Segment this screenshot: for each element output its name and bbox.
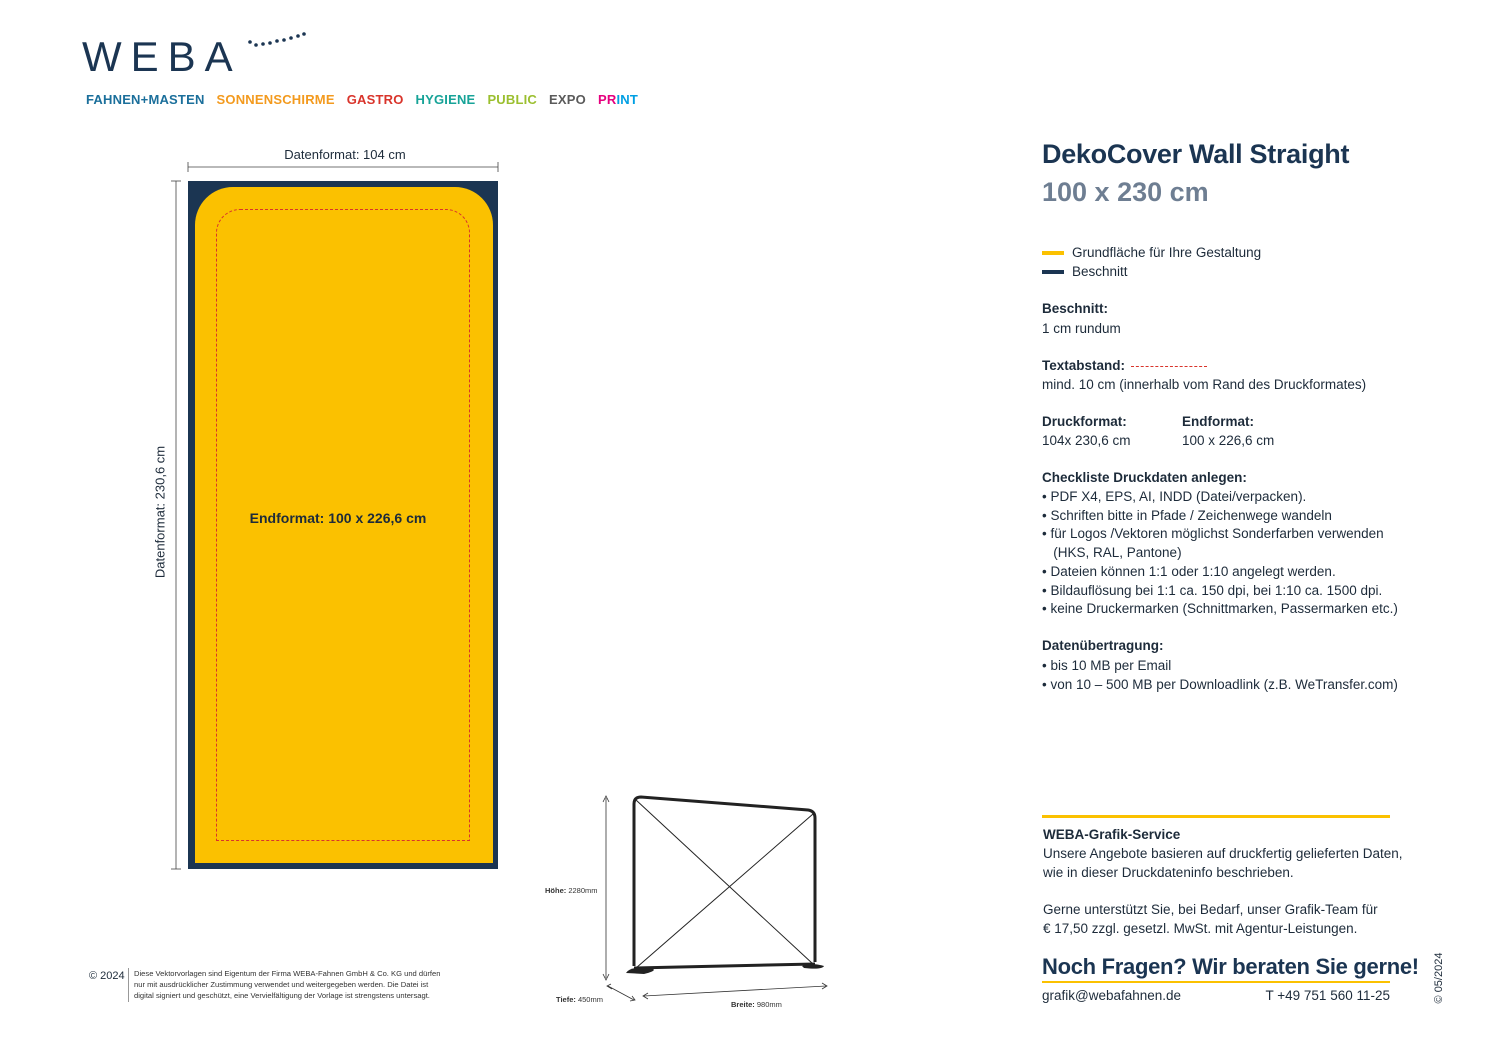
document-date: © 05/2024 — [1433, 952, 1445, 1004]
legend-bleed: Beschnitt — [1042, 264, 1128, 279]
list-item: • Schriften bitte in Pfade / Zeichenwege wandeln — [1042, 507, 1332, 523]
product-size: 100 x 230 cm — [1042, 177, 1209, 207]
contact-headline: Noch Fragen? Wir beraten Sie gerne! — [1042, 954, 1419, 979]
nav-expo[interactable]: EXPO — [549, 92, 586, 107]
list-item: (HKS, RAL, Pantone) — [1042, 545, 1182, 561]
contact-divider — [1042, 981, 1390, 983]
nav-public[interactable]: PUBLIC — [487, 92, 538, 107]
list-item: • für Logos /Vektoren möglichst Sonderfarben verwenden — [1042, 526, 1384, 542]
legend-navy-swatch — [1042, 270, 1064, 274]
width-dimension-label: Datenformat: 104 cm — [284, 147, 406, 162]
stand-width-label: Breite: 980mm — [731, 1000, 782, 1009]
beschnitt-text: 1 cm rundum — [1042, 321, 1121, 336]
service-divider — [1042, 815, 1390, 818]
nav-print[interactable] — [598, 92, 638, 107]
nav-print-part2: INT — [616, 92, 638, 107]
nav-gastro[interactable]: GASTRO — [346, 92, 404, 107]
stand-height-label: Höhe: 2280mm — [545, 886, 598, 895]
contact-email-link[interactable]: grafik@webafahnen.de — [1042, 988, 1182, 1003]
endformat-text: 100 x 226,6 cm — [1182, 433, 1275, 448]
footer-divider — [128, 968, 129, 1002]
list-item: • bis 10 MB per Email — [1042, 658, 1172, 673]
product-title: DekoCover Wall Straight — [1042, 139, 1350, 169]
endformat-label: Endformat: 100 x 226,6 cm — [249, 510, 427, 526]
checklist — [1042, 488, 1398, 619]
list-item: • Bildauflösung bei 1:1 ca. 150 dpi, bei 1:10 ca. 1500 dpi. — [1042, 582, 1383, 598]
service-text: Unsere Angebote basieren auf druckfertig gelieferten Daten, wie in dieser Druckdateninfo beschrieben. Gerne unterstützt Sie, bei Bedarf, unser Grafik-Team für € 17,50 zzgl. gesetzl. MwSt. mit Agentur-Leistungen. — [1043, 846, 1403, 936]
list-item: • keine Druckermarken (Schnittmarken, Passermarken etc.) — [1042, 601, 1398, 617]
nav-print-part1: PR — [597, 92, 617, 107]
druckformat-text: 104x 230,6 cm — [1042, 433, 1131, 448]
stand-depth-label: Tiefe: 450mm — [556, 995, 603, 1004]
safe-line-sample — [1131, 366, 1207, 367]
contact-phone[interactable]: T +49 751 560 11-25 — [1265, 988, 1390, 1003]
service-heading: WEBA-Grafik-Service — [1043, 827, 1181, 842]
textabstand-heading: Textabstand: — [1042, 358, 1207, 373]
list-item: • von 10 – 500 MB per Downloadlink (z.B. WeTransfer.com) — [1042, 676, 1398, 692]
copyright-year: © 2024 — [89, 970, 125, 982]
transfer-list — [1042, 657, 1398, 694]
legend-design-area: Grundfläche für Ihre Gestaltung — [1042, 245, 1261, 260]
height-dimension-label: Datenformat: 230,6 cm — [152, 445, 168, 579]
nav-fahnen-masten[interactable]: FAHNEN+MASTEN — [86, 92, 205, 107]
list-item: • PDF X4, EPS, AI, INDD (Datei/verpacken). — [1042, 489, 1307, 504]
nav-sonnenschirme[interactable]: SONNENSCHIRME — [216, 92, 335, 107]
logo-dots-icon — [244, 30, 308, 52]
druckformat-heading: Druckformat: — [1042, 414, 1127, 429]
nav-hygiene[interactable]: HYGIENE — [415, 92, 476, 107]
textabstand-text: mind. 10 cm (innerhalb vom Rand des Druckformates) — [1042, 377, 1367, 392]
beschnitt-heading: Beschnitt: — [1042, 301, 1109, 316]
legend-yellow-swatch — [1042, 251, 1064, 255]
category-nav — [86, 92, 638, 107]
endformat-heading: Endformat: — [1182, 414, 1254, 429]
checklist-heading: Checkliste Druckdaten anlegen: — [1042, 470, 1247, 485]
disclaimer-text: Diese Vektorvorlagen sind Eigentum der Firma WEBA-Fahnen GmbH & Co. KG und dürfen nur mit ausdrücklicher Zustimmung verwendet und weitergegeben werden. Die Datei ist digital signiert und geschützt, eine Vervielfältigung der Vorlage ist strengstens untersagt. — [134, 969, 441, 1000]
weba-logo: WEBA — [82, 33, 242, 80]
transfer-heading: Datenübertragung: — [1042, 638, 1164, 653]
list-item: • Dateien können 1:1 oder 1:10 angelegt werden. — [1042, 563, 1336, 579]
stand-frame-illustration — [590, 790, 840, 1020]
